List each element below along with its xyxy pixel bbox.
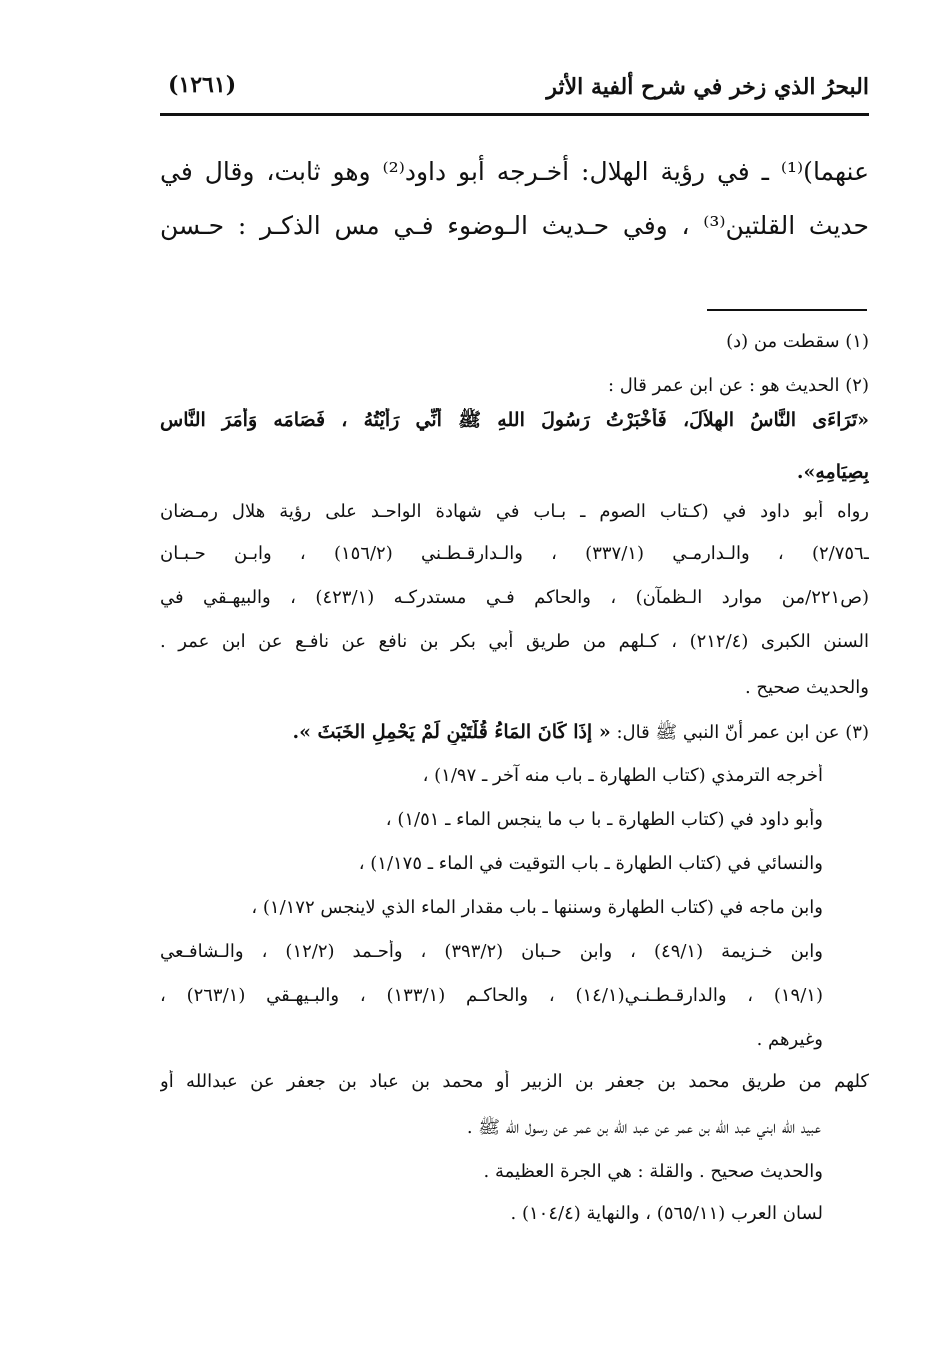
running-header: [160, 66, 869, 116]
footnote-2-line: السنن الكبرى (٢١٢/٤) ، كـلهم من طريق أبي بكر بن نافع عن نافـع عن ابن عمر .: [160, 631, 869, 652]
footnote-3-line: أخرجه الترمذي (كتاب الطهارة ـ باب منه آخر ـ ١/٩٧) ،: [422, 765, 823, 786]
footnote-2-line: والحديث صحيح .: [744, 677, 869, 698]
footnote-3-line: وغيرهم .: [756, 1029, 823, 1050]
main-text-line: عنهما)⁽¹⁾ ـ في رؤية الهلال: أخـرجه أبو داود⁽²⁾ وهو ثابت، وقال في: [160, 157, 869, 186]
footnote-1: (١) سقطت من (د): [726, 331, 869, 352]
footnote-3-line: وأبو داود في (كتاب الطهارة ـ با ب ما ينجس الماء ـ ١/٥١) ،: [385, 809, 823, 830]
footnote-2-intro: (٢) الحديث هو : عن ابن عمر قال :: [607, 375, 869, 396]
footnote-separator: [707, 309, 867, 311]
main-text-line: حديث القلتين⁽³⁾ ، وفي حـديث الـوضوء فـي مس الذكـر : حـسن: [160, 211, 869, 240]
footnote-2-line: ـ٢/٧٥٦) ، والـدارمـي (٣٣٧/١) ، والـدارقـطـني (١٥٦/٢) ، وابـن حـبـان: [160, 543, 869, 564]
footnote-3-line: وابن ماجه في (كتاب الطهارة وسننها ـ باب مقدار الماء الذي لاينجس ١/١٧٢) ،: [251, 897, 823, 918]
footnote-3-line: (١٩/١) ، والدارقـطـنـي(١٤/١) ، والحاكـم (١٣٣/١) ، والبـيهـقي (٢٦٣/١) ،: [160, 985, 823, 1006]
footnote-3-hadith: « إذَا كَانَ المَاءُ قُلَّتَيْنِ لَمْ يَحْمِلِ الخَبَثَ ».: [292, 721, 611, 743]
footnote-2-line: (ص٢٢١/من موارد الـظمآن) ، والحاكم فـي مستدركـه (٤٢٣/١) ، والبيهـقي في: [160, 587, 869, 608]
footnote-2-hadith-end: بِصِيَامِهِ».: [796, 461, 869, 483]
main-text: [160, 145, 869, 253]
footnotes: [160, 330, 869, 1230]
footnote-2-hadith: «تَرَاءَى النَّاسُ الهِلاَلَ، فَأَخْبَرْتُ رَسُولَ اللهِ ﷺ أَنِّي رَأَيْتُهُ ، فَصَامَه وَأَمَرَ النَّاس: [160, 409, 869, 431]
header-rule: [160, 113, 869, 116]
footnote-3-intro-text: (٣) عن ابن عمر أنّ النبي ﷺ قال:: [616, 722, 869, 743]
page-number: (١٢٦١): [168, 72, 237, 98]
footnote-3-line: لسان العرب (٥٦٥/١١) ، والنهاية (١٠٤/٤) .: [510, 1203, 823, 1224]
footnote-3-line: والنسائي في (كتاب الطهارة ـ باب التوقيت في الماء ـ ١/١٧٥) ،: [358, 853, 823, 874]
footnote-3-line: عبيد الله ابني عبد الله بن عمر عن عبد الله بن عمر عن رسول الله ﷺ .: [466, 1117, 821, 1138]
footnote-3-line: والحديث صحيح . والقلة : هي الجرة العظيمة .: [483, 1161, 823, 1182]
footnote-3-intro: [160, 720, 869, 745]
book-title: البحرُ الذي زخر في شرح ألفية الأثر: [546, 74, 869, 100]
footnote-3-line: وابن خـزيمة (٤٩/١) ، وابن حـبان (٣٩٣/٢) ، وأحـمد (١٢/٢) ، والـشافـعي: [160, 941, 823, 962]
footnote-3-line: كلهم من طريق محمد بن جعفر بن الزبير أو محمد بن عباد بن جعفر عن عبدالله أو: [160, 1071, 869, 1092]
footnote-2-line: رواه أبو داود في (كـتاب الصوم ـ بـاب في شهادة الواحـد على رؤية هلال رمـضان: [160, 501, 869, 522]
